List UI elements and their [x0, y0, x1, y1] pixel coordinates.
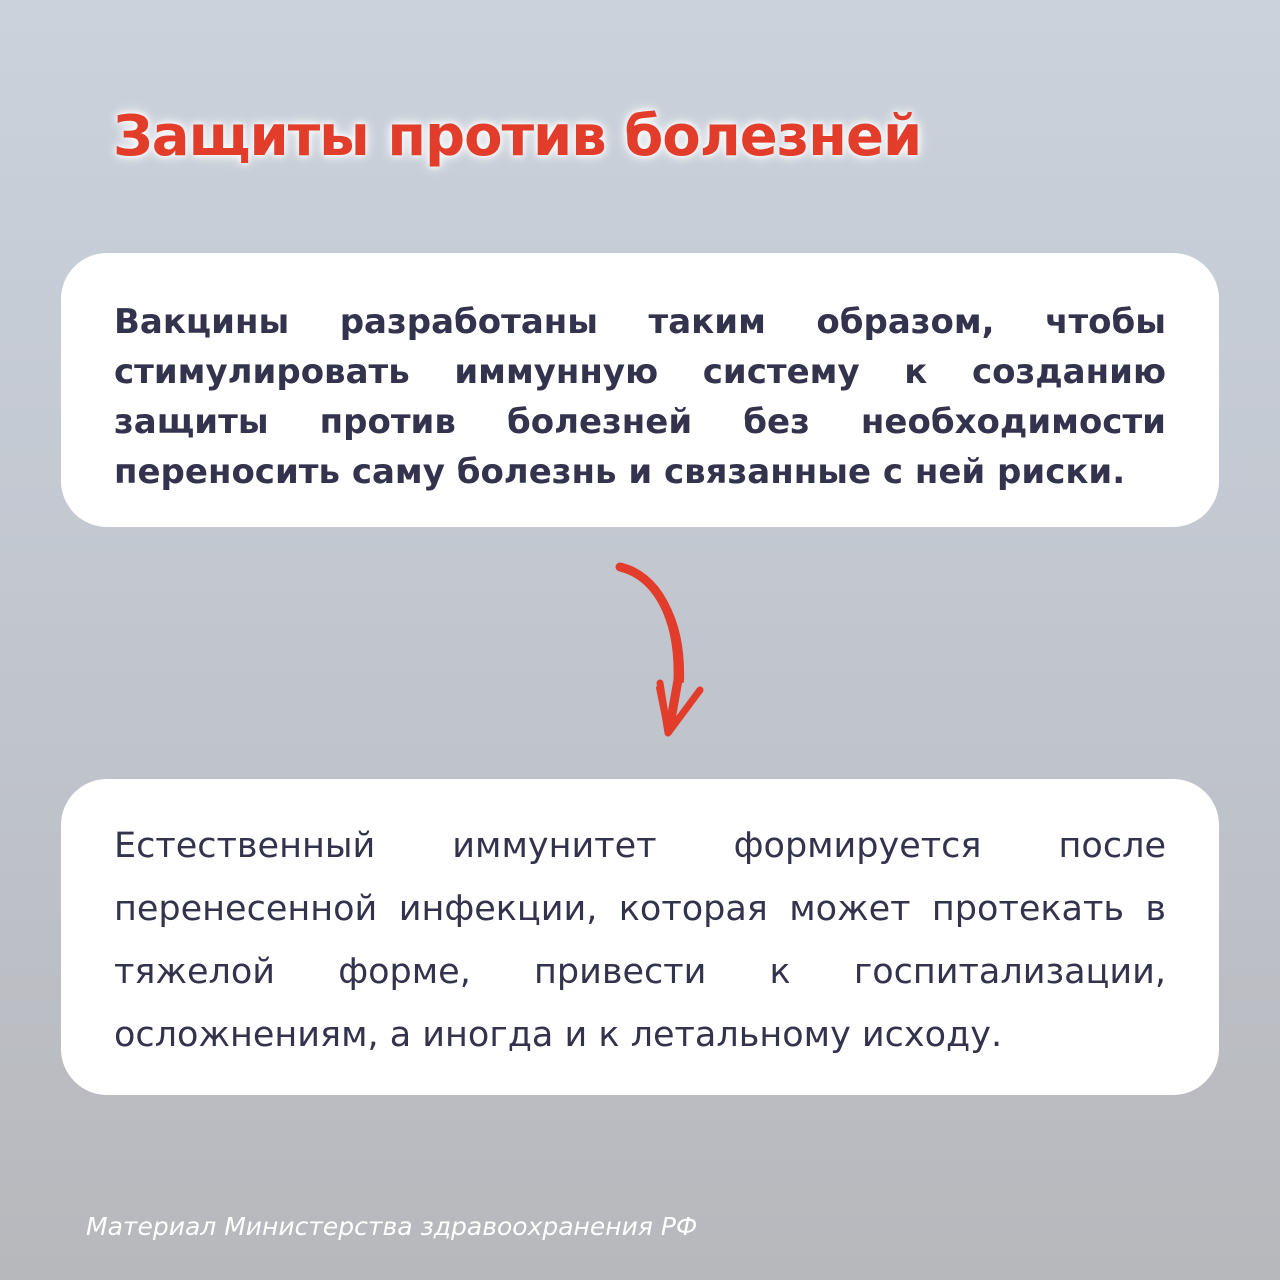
- source-footer: Материал Министерства здравоохранения РФ: [86, 1212, 698, 1241]
- natural-immunity-text: Естественный иммунитет формируется после перенесенной инфекции, которая может протекать в тяжелой форме, привести к госпитализации, осложнениям, а иногда и к летальному исходу.: [114, 826, 1166, 1055]
- natural-immunity-card: [61, 779, 1219, 1095]
- vaccine-info-card: [61, 253, 1219, 527]
- vaccine-info-text: Вакцины разработаны таким образом, чтобы стимулировать иммунную систему к созданию защиты против болезней без необходимости переносить саму болезнь и связанные с ней риски.: [114, 302, 1166, 492]
- page-title: Защиты против болезней: [113, 104, 922, 169]
- curved-arrow-down-icon: [600, 555, 720, 745]
